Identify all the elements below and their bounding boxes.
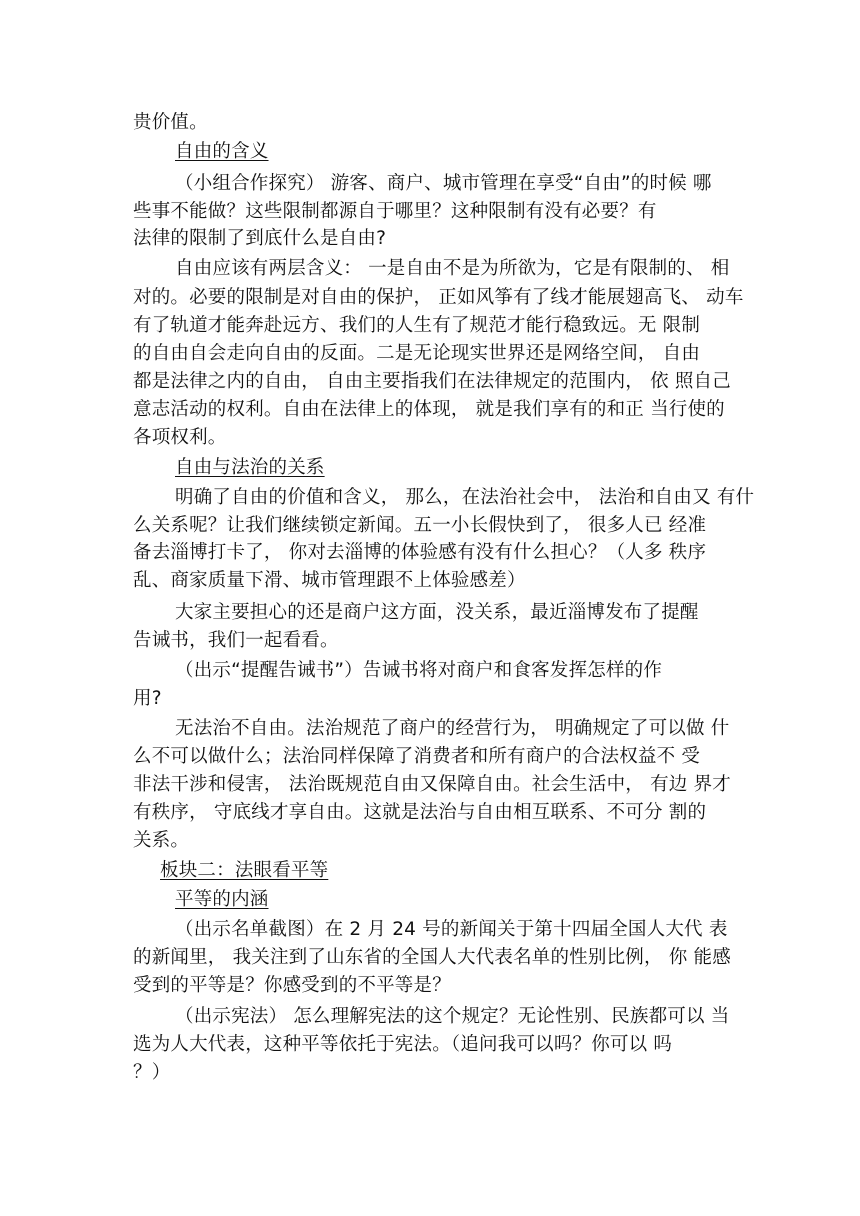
paragraph-line: 法律的限制了到底什么是自由? bbox=[133, 228, 387, 249]
paragraph-line: 对的。必要的限制是对自由的保护， 正如风筝有了线才能展翅高飞、 动车 bbox=[133, 287, 744, 308]
paragraph-line: 么不可以做什么；法治同样保障了消费者和所有商户的合法权益不 受 bbox=[133, 746, 701, 767]
section-heading: 板块二：法眼看平等 bbox=[160, 860, 329, 881]
paragraph-line: 意志活动的权利。自由在法律上的体现， 就是我们享有的和正 当行使的 bbox=[133, 399, 725, 420]
paragraph-line: 有秩序， 守底线才享自由。这就是法治与自由相互联系、不可分 割的 bbox=[133, 802, 707, 823]
paragraph-line: 用? bbox=[133, 688, 162, 709]
paragraph-line: 贵价值。 bbox=[133, 112, 208, 133]
paragraph-line: （出示“提醒告诫书”）告诫书将对商户和食客发挥怎样的作 bbox=[175, 660, 663, 681]
paragraph-line: 的新闻里， 我关注到了山东省的全国人大代表名单的性别比例， 你 能感 bbox=[133, 947, 731, 968]
paragraph-line: 乱、商家质量下滑、城市管理跟不上体验感差） bbox=[133, 570, 526, 591]
paragraph-line: 么关系呢？让我们继续锁定新闻。五一小长假快到了， 很多人已 经准 bbox=[133, 515, 707, 536]
section-heading: 平等的内涵 bbox=[175, 889, 269, 910]
paragraph-line: 都是法律之内的自由， 自由主要指我们在法律规定的范围内， 依 照自己 bbox=[133, 371, 731, 392]
section-heading: 自由与法治的关系 bbox=[175, 457, 325, 478]
paragraph-line: 非法干涉和侵害， 法治既规范自由又保障自由。社会生活中， 有边 界才 bbox=[133, 774, 731, 795]
section-heading: 自由的含义 bbox=[175, 141, 269, 162]
paragraph-line: 受到的平等是？你感受到的不平等是？ bbox=[133, 975, 451, 996]
paragraph-line: 无法治不自由。法治规范了商户的经营行为， 明确规定了可以做 什 bbox=[175, 718, 730, 739]
paragraph-line: ？） bbox=[133, 1062, 171, 1083]
paragraph-line: 告诫书，我们一起看看。 bbox=[133, 630, 339, 651]
paragraph-line: 大家主要担心的还是商户这方面，没关系，最近淄博发布了提醒 bbox=[175, 602, 699, 623]
paragraph-line: 的自由自会走向自由的反面。二是无论现实世界还是网络空间， 自由 bbox=[133, 343, 701, 364]
paragraph-line: （出示宪法） 怎么理解宪法的这个规定？无论性别、民族都可以 当 bbox=[175, 1006, 730, 1027]
paragraph-line: 备去淄博打卡了， 你对去淄博的体验感有没有什么担心？（人多 秩序 bbox=[133, 542, 707, 563]
paragraph-line: 选为人大代表，这种平等依托于宪法。（追问我可以吗？你可以 吗 bbox=[133, 1034, 673, 1055]
paragraph-line: 自由应该有两层含义： 一是自由不是为所欲为，它是有限制的、 相 bbox=[175, 258, 730, 279]
paragraph-line: 关系。 bbox=[133, 830, 190, 851]
paragraph-line: （出示名单截图）在 2 月 24 号的新闻关于第十四届全国人大代 表 bbox=[175, 919, 728, 940]
paragraph-line: 些事不能做？这些限制都源自于哪里？这种限制有没有必要？有 bbox=[133, 201, 657, 222]
paragraph-line: 明确了自由的价值和含义， 那么，在法治社会中， 法治和自由又 有什 bbox=[175, 487, 755, 508]
paragraph-line: 有了轨道才能奔赴远方、我们的人生有了规范才能行稳致远。无 限制 bbox=[133, 315, 701, 336]
paragraph-line: （小组合作探究） 游客、商户、城市管理在享受“自由”的时候 哪 bbox=[175, 173, 712, 194]
paragraph-line: 各项权利。 bbox=[133, 427, 227, 448]
